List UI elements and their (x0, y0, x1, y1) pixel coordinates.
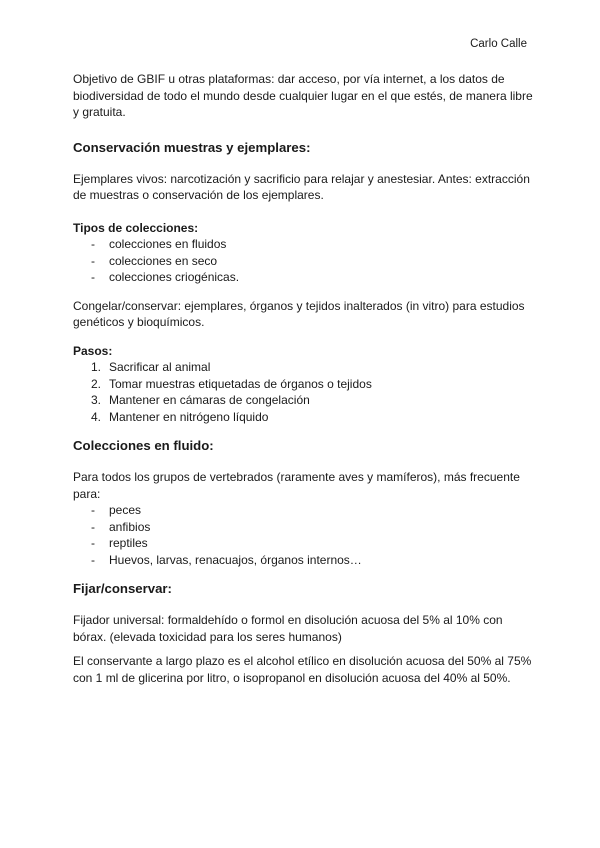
paragraph-grupos-vertebrados: Para todos los grupos de vertebrados (raramente aves y mamíferos), más frecuente para: (73, 470, 520, 501)
paragraph-ejemplares-vivos: Ejemplares vivos: narcotización y sacrificio para relajar y anestesiar. Antes: extracción de muestras o conservación de los ejemplares. (73, 171, 530, 202)
list-pasos (73, 359, 533, 425)
paragraph-conservante: El conservante a largo plazo es el alcohol etílico en disolución acuosa del 50% al 75% con 1 ml de glicerina por litro, o isopropanol en disolución acuosa del 40% al 50%. (73, 654, 532, 685)
author-name: Carlo Calle (470, 38, 527, 50)
list-grupos (73, 502, 533, 568)
list-item: - reptiles (91, 536, 148, 550)
list-item: - colecciones criogénicas. (91, 270, 240, 284)
section-heading-colecciones-fluido: Colecciones en fluido: (73, 438, 214, 453)
list-item: 4. Mantener en nitrógeno líquido (91, 409, 269, 424)
list-item: - peces (91, 503, 142, 517)
list-item: 3. Mantener en cámaras de congelación (91, 393, 310, 407)
list-tipos-colecciones (73, 236, 533, 286)
list-item: - anfibios (91, 519, 151, 534)
document-body (73, 71, 533, 686)
list-item: 1. Sacrificar al animal (91, 360, 211, 374)
intro-paragraph: Objetivo de GBIF u otras plataformas: dar acceso, por vía internet, a los datos de biodiversidad de todo el mundo desde cualquier lugar en el que estés, de manera libre y gratuita. (73, 72, 533, 119)
list-item: - colecciones en seco (91, 253, 218, 268)
heading-tipos-colecciones: Tipos de colecciones: (73, 220, 199, 235)
section-heading-fijar: Fijar/conservar: (73, 581, 172, 596)
heading-pasos: Pasos: (73, 343, 113, 358)
list-item: - colecciones en fluidos (91, 237, 227, 251)
list-item: - Huevos, larvas, renacuajos, órganos internos… (91, 552, 362, 567)
paragraph-fijador: Fijador universal: formaldehído o formol en disolución acuosa del 5% al 10% con bórax. (elevada toxicidad para los seres humanos) (73, 613, 503, 644)
paragraph-congelar: Congelar/conservar: ejemplares, órganos y tejidos inalterados (in vitro) para estudios genéticos y bioquímicos. (73, 298, 525, 329)
list-item: 2. Tomar muestras etiquetadas de órganos o tejidos (91, 376, 372, 391)
section-heading-conservacion: Conservación muestras y ejemplares: (73, 139, 311, 155)
